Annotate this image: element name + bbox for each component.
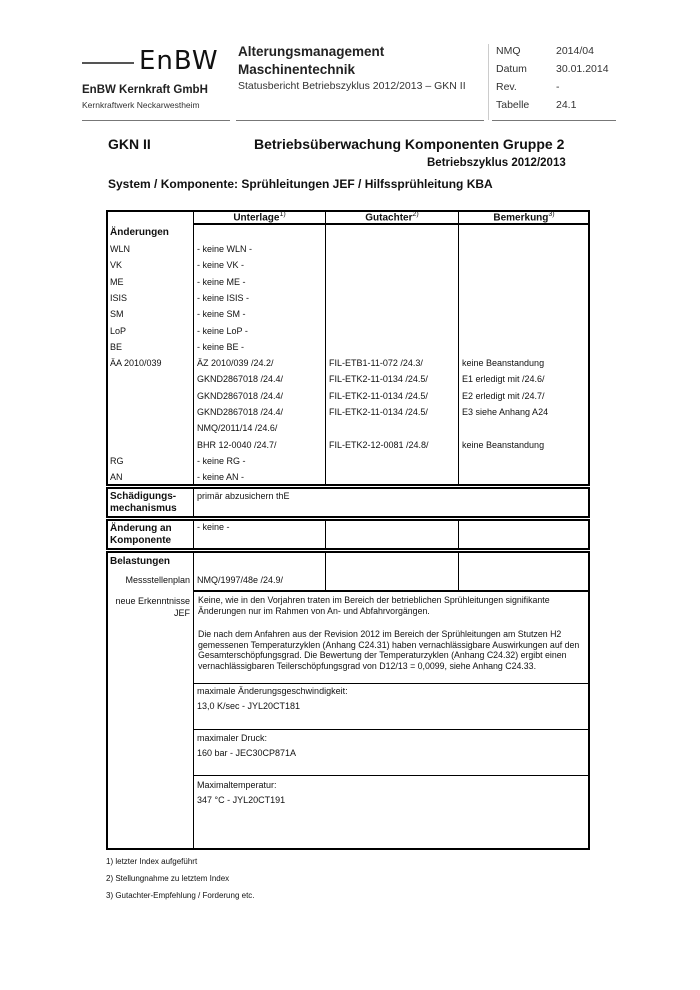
row-bemerkung: E1 erledigt mit /24.6/ bbox=[462, 374, 545, 384]
row-unterlage: - keine WLN - bbox=[197, 244, 253, 254]
unit-title: GKN II bbox=[108, 136, 151, 152]
meta-label-nmq: NMQ bbox=[496, 45, 521, 57]
row-bemerkung: keine Beanstandung bbox=[462, 440, 545, 450]
row-divider bbox=[193, 775, 589, 776]
row-gutachter: FIL-ETK2-12-0081 /24.8/ bbox=[329, 440, 429, 450]
row-divider bbox=[193, 683, 589, 684]
row-label: WLN bbox=[110, 244, 130, 254]
row-divider bbox=[193, 729, 589, 730]
logo-line bbox=[82, 62, 134, 64]
cycle-title: Betriebszyklus 2012/2013 bbox=[427, 157, 566, 169]
row-label: BE bbox=[110, 342, 123, 352]
row-label: VK bbox=[110, 260, 123, 270]
company-subtitle: Kernkraftwerk Neckarwestheim bbox=[82, 100, 200, 110]
component-change-value: - keine - bbox=[197, 522, 230, 532]
company-name: EnBW Kernkraft GmbH bbox=[82, 84, 208, 96]
header-rule bbox=[492, 120, 616, 121]
header-separator bbox=[488, 44, 489, 120]
row-unterlage: - keine ISIS - bbox=[197, 293, 250, 303]
meta-value-datum: 30.01.2014 bbox=[556, 63, 609, 75]
col-divider bbox=[193, 487, 194, 518]
row-label: ME bbox=[110, 277, 124, 287]
findings-label-2: JEF bbox=[173, 608, 190, 618]
row-unterlage: GKND2867018 /24.4/ bbox=[197, 407, 284, 417]
row-label: RG bbox=[110, 456, 124, 466]
row-label: SM bbox=[110, 309, 124, 319]
header-subtitle: Statusbericht Betriebszyklus 2012/2013 – GKN II bbox=[238, 80, 466, 92]
row-unterlage: - keine VK - bbox=[197, 260, 245, 270]
component-change-label-1: Änderung an bbox=[110, 523, 172, 534]
col-divider bbox=[458, 519, 459, 550]
header-rule bbox=[236, 120, 484, 121]
findings-paragraph-2: Die nach dem Anfahren aus der Revision 2012 im Bereich der Sprühleitungen am Stutzen H2 gemessenen Temperaturzyklen (Anhang C24.31) haben vernachlässigbare Auswirkungen auf den Gesamterschöpfungsgrad. Die Bewertung der Temperaturzyklen (Anhang C24.32) ergibt einen vernachlässigbaren Teilerschöpfungsgrad von D12/13 = 0,0099, siehe Anhang C24.33. bbox=[198, 629, 580, 671]
changes-heading: Änderungen bbox=[110, 227, 169, 238]
header-title-1: Alterungsmanagement bbox=[238, 44, 385, 59]
row-unterlage: GKND2867018 /24.4/ bbox=[197, 391, 284, 401]
rate-value: 13,0 K/sec - JYL20CT181 bbox=[197, 701, 301, 711]
meta-label-datum: Datum bbox=[496, 63, 527, 75]
row-divider bbox=[193, 590, 589, 592]
row-label: LoP bbox=[110, 326, 127, 336]
row-unterlage: - keine SM - bbox=[197, 309, 246, 319]
damage-box bbox=[106, 487, 590, 518]
findings-label-1: neue Erkenntnisse bbox=[115, 596, 190, 606]
pressure-value: 160 bar - JEC30CP871A bbox=[197, 748, 297, 758]
col-divider bbox=[325, 210, 326, 486]
col-divider bbox=[193, 519, 194, 550]
component-change-box bbox=[106, 519, 590, 550]
row-gutachter: FIL-ETK2-11-0134 /24.5/ bbox=[329, 374, 428, 384]
row-unterlage: - keine AN - bbox=[197, 472, 245, 482]
row-unterlage: GKND2867018 /24.4/ bbox=[197, 374, 284, 384]
meta-label-rev: Rev. bbox=[496, 81, 517, 93]
page-title: Betriebsüberwachung Komponenten Gruppe 2 bbox=[254, 136, 565, 152]
row-gutachter: FIL-ETK2-11-0134 /24.5/ bbox=[329, 407, 428, 417]
col-header-bemerkung: Bemerkung$^{3)}$ bbox=[493, 211, 555, 224]
damage-label-2: mechanismus bbox=[110, 503, 177, 514]
footnote-3: 3) Gutachter-Empfehlung / Forderung etc. bbox=[106, 891, 255, 900]
system-title: System / Komponente: Sprühleitungen JEF / Hilfssprühleitung KBA bbox=[108, 177, 493, 191]
header-rule bbox=[82, 120, 230, 121]
damage-label-1: Schädigungs- bbox=[110, 491, 177, 502]
col-header-gutachter: Gutachter$^{2)}$ bbox=[365, 211, 419, 224]
header-title-2: Maschinentechnik bbox=[238, 62, 356, 77]
loads-heading: Belastungen bbox=[110, 556, 171, 567]
findings-paragraph-1: Keine, wie in den Vorjahren traten im Bereich der betrieblichen Sprühleitungen signifikante Änderungen nur im Rahmen von An- und Abfahrvorgängen. bbox=[198, 595, 550, 616]
meta-label-tabelle: Tabelle bbox=[496, 99, 530, 111]
col-divider bbox=[193, 551, 194, 850]
row-label: ISIS bbox=[110, 293, 128, 303]
rate-label: maximale Änderungsgeschwindigkeit: bbox=[197, 686, 348, 696]
row-unterlage: ÄZ 2010/039 /24.2/ bbox=[197, 358, 274, 368]
footnote-1: 1) letzter Index aufgeführt bbox=[106, 857, 198, 866]
footnote-2: 2) Stellungnahme zu letztem Index bbox=[106, 874, 230, 883]
component-change-label-2: Komponente bbox=[110, 535, 172, 546]
row-gutachter: FIL-ETB1-11-072 /24.3/ bbox=[329, 358, 423, 368]
row-bemerkung: keine Beanstandung bbox=[462, 358, 545, 368]
col-divider bbox=[325, 519, 326, 550]
row-label: AN bbox=[110, 472, 123, 482]
meta-value-nmq: 2014/04 bbox=[556, 45, 594, 57]
max-temp-value: 347 °C - JYL20CT191 bbox=[197, 795, 286, 805]
row-unterlage: NMQ/2011/14 /24.6/ bbox=[197, 423, 278, 433]
row-unterlage: - keine RG - bbox=[197, 456, 246, 466]
pressure-label: maximaler Druck: bbox=[197, 733, 268, 743]
row-unterlage: - keine LoP - bbox=[197, 326, 248, 336]
meta-value-tabelle: 24.1 bbox=[556, 99, 577, 111]
col-divider bbox=[458, 551, 459, 591]
row-unterlage: BHR 12-0040 /24.7/ bbox=[197, 440, 277, 450]
row-bemerkung: E2 erledigt mit /24.7/ bbox=[462, 391, 545, 401]
col-divider bbox=[193, 210, 194, 486]
col-divider bbox=[458, 210, 459, 486]
row-label: ÄA 2010/039 bbox=[110, 358, 162, 368]
row-unterlage: - keine ME - bbox=[197, 277, 246, 287]
row-gutachter: FIL-ETK2-11-0134 /24.5/ bbox=[329, 391, 428, 401]
row-bemerkung: E3 siehe Anhang A24 bbox=[462, 407, 549, 417]
col-divider bbox=[325, 551, 326, 591]
damage-value: primär abzusichern thE bbox=[197, 491, 290, 501]
enbw-logo: EnBW bbox=[139, 46, 219, 76]
max-temp-label: Maximaltemperatur: bbox=[197, 780, 277, 790]
messstellenplan-label: Messstellenplan bbox=[125, 575, 190, 585]
messstellenplan-value: NMQ/1997/48e /24.9/ bbox=[197, 575, 284, 585]
meta-value-rev: - bbox=[556, 81, 560, 93]
row-unterlage: - keine BE - bbox=[197, 342, 245, 352]
col-header-unterlage: Unterlage$^{1)}$ bbox=[233, 211, 286, 224]
